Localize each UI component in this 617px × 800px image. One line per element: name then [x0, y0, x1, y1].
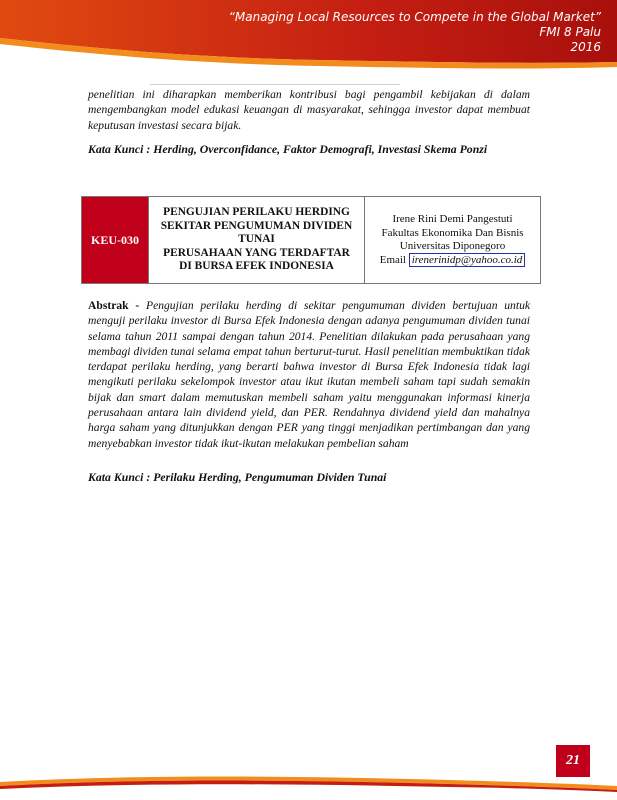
- paper-code: KEU-030: [82, 197, 149, 283]
- abstract-text: Pengujian perilaku herding di sekitar pengumuman dividen bertujuan untuk menguji perilaku investor di Bursa Efek Indonesia dengan adanya pengumuman dividen tunai selama tahun 2011 sampai dengan tahun 2014. Penelitian dilakukan pada perusahaan yang membagi dividen tunai selama empat tahun berturut-turut. Hasil penelitian membuktikan tidak terdapat perilaku herding, yang berarti bahwa investor di Bursa Efek Indonesia tidak lagi mengikuti perilaku sekelompok investor atau ikut ikutan membeli saham tapi sudah semakin bijak dan smart dalam memutuskan membeli saham yaitu menggunakan informasi kinerja perusahaan antara lain dividend yield, dan PER. Rendahnya dividend yield dan mahalnya harga saham yang ditunjukkan dengan PER yang tinggi menjadikan pertimbangan dan yang menyebabkan investor tidak ikut-ikutan melakukan pembelian saham: [88, 299, 531, 450]
- conference-header: [229, 10, 601, 55]
- paper-info-table: [81, 196, 541, 284]
- paper-title-line: PENGUJIAN PERILAKU HERDING: [163, 206, 350, 219]
- previous-keywords: Kata Kunci : Herding, Overconfidance, Faktor Demografi, Investasi Skema Ponzi: [88, 142, 488, 156]
- page-number: 21: [556, 745, 590, 777]
- conference-theme: “Managing Local Resources to Compete in the Global Market”: [228, 10, 601, 24]
- conference-name: FMI 8 Palu: [539, 25, 601, 39]
- footer-banner: [0, 760, 617, 800]
- author-email-row: [380, 254, 526, 268]
- paper-title-line: PERUSAHAAN YANG TERDAFTAR: [163, 246, 350, 259]
- paper-title-line: DI BURSA EFEK INDONESIA: [179, 260, 334, 273]
- abstract-label: Abstrak -: [88, 299, 140, 312]
- paper-title-line: TUNAI: [238, 233, 275, 246]
- paper-title: [149, 197, 365, 283]
- paper-title-line: SEKITAR PENGUMUMAN DIVIDEN: [160, 219, 353, 232]
- email-label: Email: [379, 253, 406, 266]
- abstract: [88, 298, 530, 451]
- keywords: Kata Kunci : Perilaku Herding, Pengumuman Dividen Tunai: [88, 470, 387, 484]
- divider: [150, 84, 400, 85]
- author-info: [365, 197, 540, 283]
- conference-year: 2016: [570, 40, 601, 54]
- author-faculty: Fakultas Ekonomika Dan Bisnis: [381, 226, 524, 239]
- email-link[interactable]: irenerinidp@yahoo.co.id: [409, 253, 526, 267]
- author-name: Irene Rini Demi Pangestuti: [392, 213, 513, 225]
- previous-abstract-tail: penelitian ini diharapkan memberikan kontribusi bagi pengambil kebijakan di dalam mengembangkan model edukasi keuangan di masyarakat, sehingga investor dapat membuat keputusan investasi secara bijak.: [88, 88, 530, 132]
- author-university: Universitas Diponegoro: [399, 240, 506, 252]
